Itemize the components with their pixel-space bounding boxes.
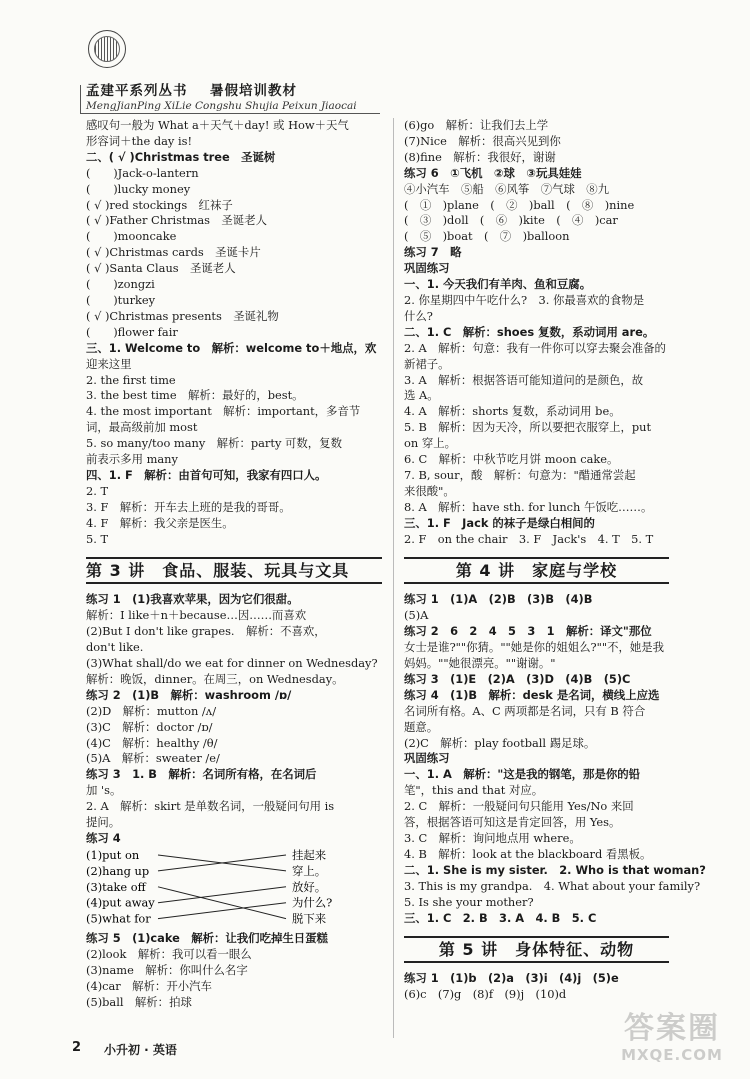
answer-line: 题意。 xyxy=(404,719,439,734)
header-rule xyxy=(80,113,380,114)
answer-line: 6. C 解析：中秋节吃月饼 moon cake。 xyxy=(404,452,619,467)
answer-block-lesson3-part2 xyxy=(86,931,382,1011)
answer-line: 练习 6 ①飞机 ②球 ③玩具娃娃 xyxy=(404,165,582,180)
answer-line: ( ⑤ )boat ( ⑦ )balloon xyxy=(404,229,570,244)
match-line xyxy=(158,887,286,919)
answer-line: 一、1. A 解析："这是我的钢笔，那是你的铅 xyxy=(404,767,641,782)
answer-block-lesson4 xyxy=(404,592,706,926)
answer-line: 答，根据答语可知这是肯定回答，用 Yes。 xyxy=(404,815,621,830)
answer-line: (5)ball 解析：拍球 xyxy=(86,994,192,1009)
answer-line: 巩固练习 xyxy=(404,751,450,766)
answer-line: ( )flower fair xyxy=(86,324,178,339)
answer-line: don't like. xyxy=(86,640,144,655)
match-line xyxy=(158,887,286,903)
answer-line: 2. C 解析：一般疑问句只能用 Yes/No 来回 xyxy=(404,799,634,814)
answer-line: ④小汽车 ⑤船 ⑥风筝 ⑦气球 ⑧九 xyxy=(404,181,610,196)
answer-line: (4)C 解析：healthy /θ/ xyxy=(86,735,218,750)
answer-line: 解析：晚饭，dinner。在周三，on Wednesday。 xyxy=(86,671,344,686)
answer-line: (6)c (7)g (8)f (9)j (10)d xyxy=(404,987,567,1002)
answer-line: ( ① )plane ( ② )ball ( ⑧ )nine xyxy=(404,197,635,212)
watermark xyxy=(602,1012,742,1072)
match-left-item: (1)put on xyxy=(86,847,140,862)
answer-line: 3. F 解析：开车去上班的是我的哥哥。 xyxy=(86,499,291,514)
answer-line: ( √ )Christmas cards 圣诞卡片 xyxy=(86,245,261,260)
header-rule-vertical xyxy=(80,85,81,113)
matching-exercise xyxy=(86,848,382,930)
answer-line: 2. T xyxy=(86,483,109,498)
answer-line: 练习 1 (1)b (2)a (3)i (4)j (5)e xyxy=(404,971,619,986)
page-number: 2 xyxy=(72,1040,82,1055)
answer-line: 练习 3 (1)E (2)A (3)D (4)B (5)C xyxy=(404,671,631,686)
answer-line: 5. T xyxy=(86,531,109,546)
answer-line: 4. B 解析：look at the blackboard 看黑板。 xyxy=(404,846,652,861)
watermark-url: MXQE.COM xyxy=(621,1046,723,1064)
answer-line: 笔"，this and that 对应。 xyxy=(404,783,544,798)
answer-line: 练习 7 略 xyxy=(404,245,462,260)
answer-line: 二、( √ )Christmas tree 圣诞树 xyxy=(86,149,276,164)
answer-line: 名词所有格。A、C 两项都是名词，只有 B 符合 xyxy=(404,703,646,718)
answer-line: ( )mooncake xyxy=(86,229,177,244)
answer-line: (2)D 解析：mutton /ʌ/ xyxy=(86,703,217,718)
answer-line: 5. B 解析：因为天冷，所以要把衣服穿上，put xyxy=(404,420,652,435)
match-left-item: (2)hang up xyxy=(86,863,150,878)
answer-line: (2)look 解析：我可以看一眼么 xyxy=(86,946,252,961)
answer-block-lesson3-cont xyxy=(404,118,669,547)
answer-line: 2. the first time xyxy=(86,372,176,387)
answer-line: 三、1. Welcome to 解析：welcome to＋地点，欢 xyxy=(86,340,377,355)
left-column xyxy=(86,118,382,1010)
match-right-item: 为什么? xyxy=(292,895,333,910)
column-divider xyxy=(393,118,394,1038)
answer-line: 练习 3 1. B 解析：名词所有格，在名词后 xyxy=(86,767,317,782)
answer-line: 四、1. F 解析：由首句可知，我家有四口人。 xyxy=(86,467,327,482)
series-title: 孟建平系列丛书 xyxy=(86,83,188,99)
answer-line: 二、1. C 解析：shoes 复数，系动词用 are。 xyxy=(404,324,655,339)
answer-line: on 穿上。 xyxy=(404,436,456,451)
answer-line: 解析：I like＋n＋because…因……而喜欢 xyxy=(86,608,307,623)
answer-line: ( ③ )doll ( ⑥ )kite ( ④ )car xyxy=(404,213,618,228)
match-line xyxy=(158,903,286,919)
answer-line: 加 's。 xyxy=(86,783,122,798)
seal-logo-icon xyxy=(88,30,126,68)
answer-line: (3)name 解析：你叫什么名字 xyxy=(86,962,248,977)
answer-line: (5)A 解析：sweater /e/ xyxy=(86,751,220,766)
answer-line: 迎来这里 xyxy=(86,356,132,371)
footer-title: 小升初 · 英语 xyxy=(104,1043,177,1057)
match-left-item: (3)take off xyxy=(86,879,146,894)
answer-line: 新裙子。 xyxy=(404,356,450,371)
answer-line: 什么? xyxy=(404,308,433,323)
answer-line: (6)go 解析：让我们去上学 xyxy=(404,118,549,132)
answer-line: 二、1. She is my sister. 2. Who is that woman? xyxy=(404,862,706,877)
answer-line: (7)Nice 解析：很高兴见到你 xyxy=(404,133,561,148)
book-title: 暑假培训教材 xyxy=(210,83,297,99)
answer-line: 4. A 解析：shorts 复数，系动词用 be。 xyxy=(404,404,621,419)
answer-line: ( √ )Father Christmas 圣诞老人 xyxy=(86,213,267,228)
match-left-item: (5)what for xyxy=(86,911,151,926)
answer-line: 3. A 解析：根据答语可能知道问的是颜色，故 xyxy=(404,372,644,387)
answer-line: 4. the most important 解析：important，多音节 xyxy=(86,404,361,419)
answer-block-lesson3 xyxy=(86,592,382,847)
answer-line: 前表示多用 many xyxy=(86,452,178,467)
answer-line: 3. C 解析：询问地点用 where。 xyxy=(404,830,581,845)
match-right-item: 穿上。 xyxy=(292,863,327,878)
answer-line: 一、1. 今天我们有羊肉、鱼和豆腐。 xyxy=(404,277,592,292)
answer-line: 练习 2 6 2 4 5 3 1 解析：译文"那位 xyxy=(404,624,652,639)
answer-line: (3)What shall/do we eat for dinner on Wednesday? xyxy=(86,656,378,670)
answer-line: (2)But I don't like grapes. 解析：不喜欢， xyxy=(86,624,326,639)
page-header xyxy=(0,0,750,110)
right-column xyxy=(404,118,706,1003)
match-right-item: 放好。 xyxy=(292,879,327,894)
answer-line: ( √ )Santa Claus 圣诞老人 xyxy=(86,261,236,276)
answer-block-lesson2 xyxy=(86,118,382,547)
answer-line: (5)A xyxy=(404,608,429,623)
answer-line: ( )zongzi xyxy=(86,277,155,292)
answer-line: 2. A 解析：句意：我有一件你可以穿去聚会准备的 xyxy=(404,340,666,355)
answer-line: 练习 2 (1)B 解析：washroom /ɒ/ xyxy=(86,687,292,702)
answer-line: 妈妈。""她很漂亮。""谢谢。" xyxy=(404,656,556,670)
answer-line: 2. A 解析：skirt 是单数名词，一般疑问句用 is xyxy=(86,799,335,814)
answer-line: 8. A 解析：have sth. for lunch 午饭吃……。 xyxy=(404,499,653,514)
answer-line: 三、1. F Jack 的袜子是绿白相间的 xyxy=(404,515,595,530)
answer-line: 2. F on the chair 3. F Jack's 4. T 5. T xyxy=(404,531,654,546)
lesson-3-title: 第 3 讲 食品、服装、玩具与文具 xyxy=(86,557,382,584)
answer-line: 三、1. C 2. B 3. A 4. B 5. C xyxy=(404,910,597,925)
answer-line: (3)C 解析：doctor /ɒ/ xyxy=(86,719,213,734)
answer-line: ( )Jack-o-lantern xyxy=(86,165,199,180)
answer-line: 选 A。 xyxy=(404,388,439,403)
match-left-item: (4)put away xyxy=(86,895,155,910)
answer-line: 3. This is my grandpa. 4. What about your family? xyxy=(404,878,701,893)
answer-line: 7. B, sour，酸 解析：句意为："醋通常尝起 xyxy=(404,467,636,482)
answer-line: 练习 4 xyxy=(86,830,121,845)
answer-line: 女士是谁?""你猜。""她是你的姐姐么?""不，她是我 xyxy=(404,640,665,655)
answer-line: 2. 你星期四中午吃什么? 3. 你最喜欢的食物是 xyxy=(404,292,645,307)
answer-line: 5. so many/too many 解析：party 可数，复数 xyxy=(86,436,342,451)
lesson-5-title: 第 5 讲 身体特征、动物 xyxy=(404,936,669,963)
answer-line: 3. the best time 解析：最好的，best。 xyxy=(86,388,304,403)
answer-line: (2)C 解析：play football 踢足球。 xyxy=(404,735,596,750)
match-right-item: 挂起来 xyxy=(292,847,327,862)
answer-line: 提问。 xyxy=(86,815,121,830)
answer-line: (4)car 解析：开小汽车 xyxy=(86,978,212,993)
answer-line: ( √ )red stockings 红袜子 xyxy=(86,197,233,212)
answer-line: 来很酸"。 xyxy=(404,483,455,498)
answer-block-lesson5 xyxy=(404,971,669,1003)
answer-line: 巩固练习 xyxy=(404,261,450,276)
answer-line: 4. F 解析：我父亲是医生。 xyxy=(86,515,234,530)
answer-line: ( )lucky money xyxy=(86,181,191,196)
answer-line: 形容词＋the day is! xyxy=(86,133,193,148)
answer-line: 5. Is she your mother? xyxy=(404,894,534,909)
answer-line: ( )turkey xyxy=(86,292,156,307)
answer-line: 词，最高级前加 most xyxy=(86,420,198,435)
answer-line: ( √ )Christmas presents 圣诞礼物 xyxy=(86,308,279,323)
answer-line: 练习 5 (1)cake 解析：让我们吃掉生日蛋糕 xyxy=(86,930,328,945)
answer-line: 练习 1 (1)我喜欢苹果，因为它们很甜。 xyxy=(86,592,299,607)
answer-line: 练习 1 (1)A (2)B (3)B (4)B xyxy=(404,592,593,607)
answer-line: (8)fine 解析：我很好，谢谢 xyxy=(404,149,556,164)
answer-line: 感叹句一般为 What a＋天气＋day! 或 How＋天气 xyxy=(86,118,349,132)
lesson-4-title: 第 4 讲 家庭与学校 xyxy=(404,557,669,584)
pinyin-subtitle: MengJianPing XiLie Congshu Shujia Peixun Jiaocai xyxy=(86,100,357,112)
watermark-text: 答案圈 xyxy=(624,1011,720,1046)
match-right-item: 脱下来 xyxy=(292,911,327,926)
answer-line: 练习 4 (1)B 解析：desk 是名词，横线上应选 xyxy=(404,687,660,702)
